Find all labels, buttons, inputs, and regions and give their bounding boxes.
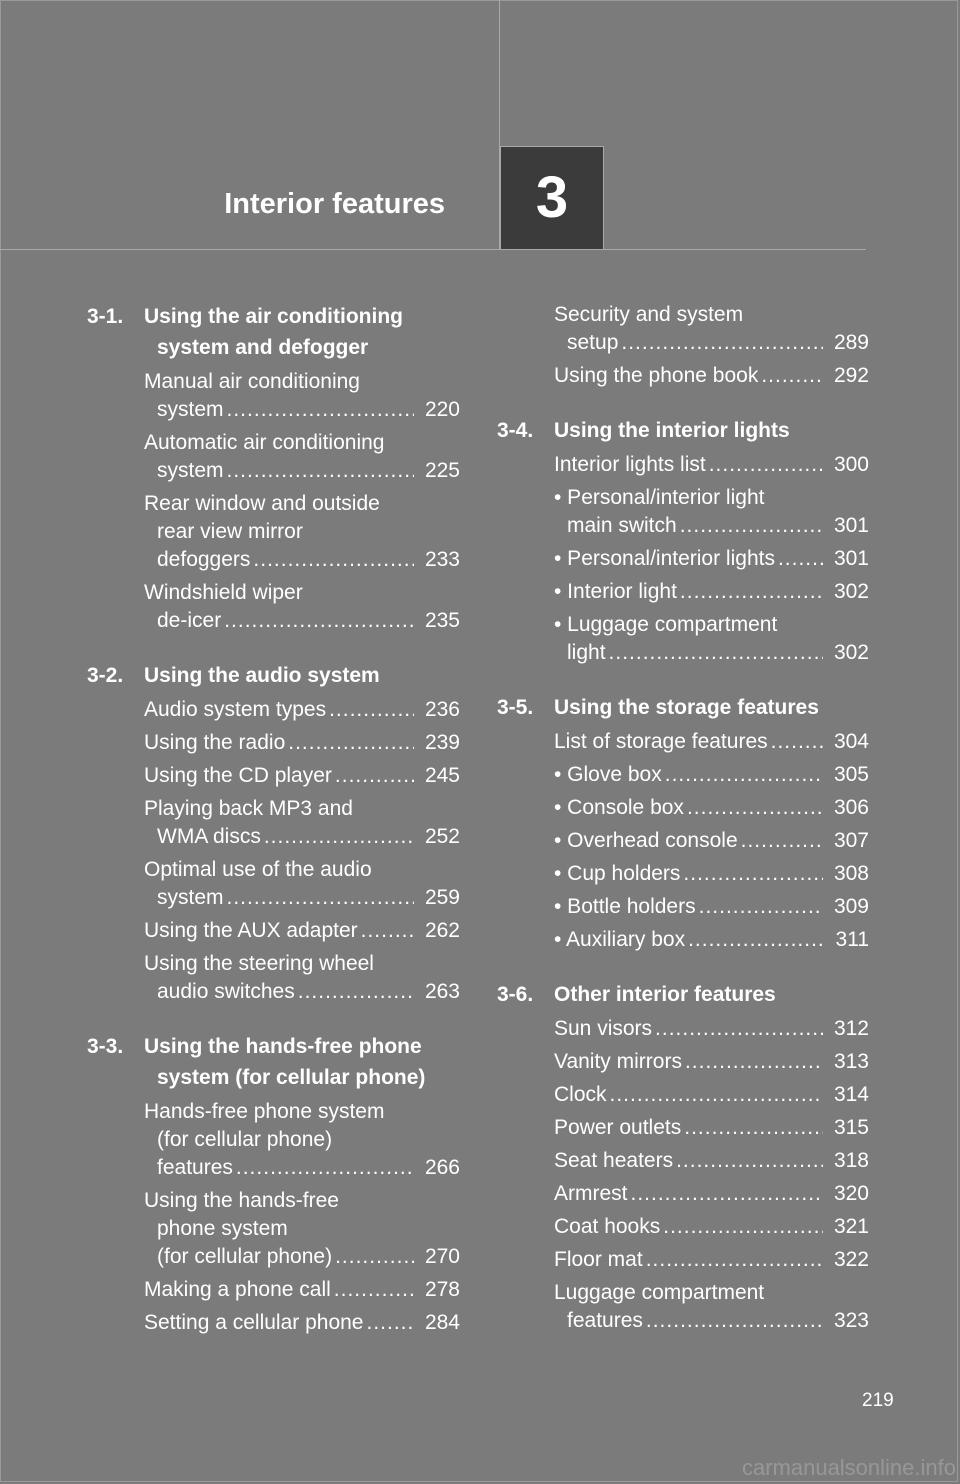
- chapter-title: Interior features: [224, 188, 445, 220]
- section-title-line: Using the storage features: [554, 696, 819, 719]
- entry-text-line: system: [157, 886, 224, 909]
- entry-final-line: [144, 729, 460, 757]
- dot-leader: [741, 827, 823, 855]
- section-title: [554, 692, 869, 723]
- toc-column-right: [497, 301, 869, 1360]
- entry-final-line: [144, 1154, 460, 1182]
- entry-page-number: 266: [424, 1156, 460, 1179]
- entry-page-number: 302: [833, 641, 869, 664]
- entry-text-line: (for cellular phone): [157, 1245, 333, 1268]
- toc-entry[interactable]: [144, 729, 460, 757]
- section-title: [144, 301, 460, 363]
- entry-text-line: Using the phone book: [554, 364, 759, 387]
- dot-leader: [227, 457, 414, 485]
- entry-text-line: system: [157, 459, 224, 482]
- dot-leader: [680, 578, 823, 606]
- toc-section: [497, 979, 869, 1335]
- entry-text-line: Automatic air conditioning: [144, 431, 385, 454]
- toc-entry[interactable]: [554, 1015, 869, 1043]
- entry-final-line: [554, 1180, 869, 1208]
- entry-text-line: • Console box: [554, 796, 684, 819]
- dot-leader: [684, 1114, 823, 1142]
- entry-text-line: Making a phone call: [144, 1278, 331, 1301]
- entry-text-line: Vanity mirrors: [554, 1050, 682, 1073]
- section-heading: [497, 979, 869, 1010]
- toc-entry[interactable]: [144, 368, 460, 424]
- dot-leader: [646, 1246, 823, 1274]
- toc-section: [87, 1031, 460, 1337]
- toc-entry[interactable]: [554, 484, 869, 540]
- toc-entries: [87, 696, 460, 1006]
- section-number: 3-2.: [87, 664, 124, 687]
- toc-entries: [87, 368, 460, 635]
- toc-entry[interactable]: [554, 1213, 869, 1241]
- toc-entry[interactable]: [144, 490, 460, 574]
- entry-text-line: features: [157, 1156, 233, 1179]
- toc-entry[interactable]: [554, 362, 869, 390]
- toc-entry[interactable]: [144, 579, 460, 635]
- entry-page-number: 312: [833, 1017, 869, 1040]
- entry-final-line: [554, 893, 869, 921]
- section-title-line: Using the interior lights: [554, 419, 790, 442]
- entry-final-line: [554, 639, 869, 667]
- entry-text-line: Manual air conditioning: [144, 370, 360, 393]
- entry-text-line: Setting a cellular phone: [144, 1311, 364, 1334]
- entry-final-line: [554, 794, 869, 822]
- dot-leader: [367, 1309, 415, 1337]
- entry-text-line: List of storage features: [554, 730, 768, 753]
- toc-entry[interactable]: [554, 1147, 869, 1175]
- dot-leader: [685, 1048, 823, 1076]
- entry-page-number: 323: [833, 1309, 869, 1332]
- toc-entry[interactable]: [554, 611, 869, 667]
- dot-leader: [665, 761, 823, 789]
- toc-entry[interactable]: [554, 1081, 869, 1109]
- entry-text-line: Clock: [554, 1083, 607, 1106]
- section-title: [554, 979, 869, 1010]
- entry-page-number: 252: [424, 825, 460, 848]
- toc-entries: [497, 301, 869, 390]
- toc-entry[interactable]: [554, 926, 869, 954]
- entry-final-line: [554, 1081, 869, 1109]
- toc-entry[interactable]: [144, 762, 460, 790]
- toc-entry[interactable]: [144, 429, 460, 485]
- entry-page-number: 220: [424, 398, 460, 421]
- entry-page-number: 270: [424, 1245, 460, 1268]
- toc-entry[interactable]: [554, 761, 869, 789]
- entry-final-line: [554, 545, 869, 573]
- entry-text-line: defoggers: [157, 548, 251, 571]
- entry-text-line: Hands-free phone system: [144, 1100, 385, 1123]
- dot-leader: [761, 362, 823, 390]
- entry-text-line: Audio system types: [144, 698, 327, 721]
- entry-page-number: 315: [833, 1116, 869, 1139]
- toc-entry[interactable]: [144, 1276, 460, 1304]
- dot-leader: [655, 1015, 823, 1043]
- dot-leader: [236, 1154, 414, 1182]
- entry-page-number: 318: [833, 1149, 869, 1172]
- entry-text-line: Using the CD player: [144, 764, 332, 787]
- entry-page-number: 235: [424, 609, 460, 632]
- section-number: 3-1.: [87, 305, 124, 328]
- toc-entry[interactable]: [554, 1048, 869, 1076]
- section-title-line: Using the audio system: [144, 664, 380, 687]
- section-heading: [497, 692, 869, 723]
- section-number: 3-4.: [497, 419, 534, 442]
- entry-text-line: WMA discs: [157, 825, 261, 848]
- toc-section: [497, 301, 869, 390]
- toc-section: [497, 692, 869, 954]
- section-title: [144, 660, 460, 691]
- entry-final-line: [144, 1309, 460, 1337]
- toc-entry[interactable]: [144, 1187, 460, 1271]
- toc-entry[interactable]: [554, 893, 869, 921]
- toc-entry[interactable]: [554, 1114, 869, 1142]
- toc-entry[interactable]: [554, 1180, 869, 1208]
- section-title-line: Using the hands-free phone: [144, 1035, 422, 1058]
- toc-entry[interactable]: [554, 794, 869, 822]
- entry-final-line: [554, 362, 869, 390]
- entry-page-number: 239: [424, 731, 460, 754]
- entry-text-line: features: [567, 1309, 643, 1332]
- toc-entry[interactable]: [144, 950, 460, 1006]
- entry-text-line: Using the radio: [144, 731, 286, 754]
- toc-entry[interactable]: [554, 451, 869, 479]
- toc-section: [87, 301, 460, 635]
- entry-final-line: [144, 546, 460, 574]
- entry-text-line: • Interior light: [554, 580, 677, 603]
- entry-text-line: Using the hands-free: [144, 1189, 339, 1212]
- section-title: [144, 1031, 460, 1093]
- entry-page-number: 314: [833, 1083, 869, 1106]
- dot-leader: [699, 893, 823, 921]
- toc-entries: [497, 728, 869, 954]
- section-heading: [87, 1031, 460, 1093]
- entry-final-line: [554, 1048, 869, 1076]
- entry-text-line: rear view mirror: [157, 520, 303, 543]
- dot-leader: [680, 512, 823, 540]
- entry-text-line: • Glove box: [554, 763, 662, 786]
- header-horizontal-rule: [0, 249, 866, 250]
- entry-text-line: Rear window and outside: [144, 492, 380, 515]
- dot-leader: [687, 794, 823, 822]
- toc-entry[interactable]: [554, 728, 869, 756]
- section-title-line: system and defogger: [157, 336, 369, 359]
- toc-entry[interactable]: [554, 860, 869, 888]
- dot-leader: [609, 639, 823, 667]
- entry-page-number: 302: [833, 580, 869, 603]
- section-title: [554, 415, 869, 446]
- toc-section: [497, 415, 869, 667]
- entry-text-line: Security and system: [554, 303, 744, 326]
- entry-page-number: 263: [424, 980, 460, 1003]
- entry-text-line: Optimal use of the audio: [144, 858, 372, 881]
- dot-leader: [227, 396, 414, 424]
- entry-text-line: de-icer: [157, 609, 222, 632]
- dot-leader: [621, 329, 823, 357]
- entry-final-line: [144, 396, 460, 424]
- dot-leader: [631, 1180, 824, 1208]
- dot-leader: [688, 926, 823, 954]
- toc-entries: [497, 451, 869, 667]
- dot-leader: [298, 978, 414, 1006]
- entry-page-number: 289: [833, 331, 869, 354]
- entry-text-line: phone system: [157, 1217, 288, 1240]
- dot-leader: [224, 607, 414, 635]
- entry-text-line: Windshield wiper: [144, 581, 303, 604]
- dot-leader: [264, 823, 414, 851]
- entry-final-line: [554, 329, 869, 357]
- entry-page-number: 292: [833, 364, 869, 387]
- dot-leader: [663, 1213, 823, 1241]
- entry-final-line: [144, 1243, 460, 1271]
- toc-entry[interactable]: [144, 856, 460, 912]
- section-heading: [497, 415, 869, 446]
- entry-final-line: [554, 926, 869, 954]
- entry-text-line: Interior lights list: [554, 453, 706, 476]
- dot-leader: [334, 1276, 414, 1304]
- dot-leader: [288, 729, 414, 757]
- toc-entries: [87, 1098, 460, 1337]
- entry-page-number: 225: [424, 459, 460, 482]
- dot-leader: [329, 696, 414, 724]
- dot-leader: [709, 451, 823, 479]
- entry-final-line: [554, 1246, 869, 1274]
- entry-page-number: 259: [424, 886, 460, 909]
- entry-page-number: 233: [424, 548, 460, 571]
- entry-page-number: 304: [833, 730, 869, 753]
- entry-final-line: [144, 884, 460, 912]
- entry-page-number: 262: [424, 919, 460, 942]
- entry-text-line: Coat hooks: [554, 1215, 661, 1238]
- entry-page-number: 305: [833, 763, 869, 786]
- entry-text-line: • Overhead console: [554, 829, 738, 852]
- section-heading: [87, 660, 460, 691]
- toc-entry[interactable]: [144, 696, 460, 724]
- section-title-line: system (for cellular phone): [157, 1066, 426, 1089]
- entry-final-line: [554, 860, 869, 888]
- entry-final-line: [144, 1276, 460, 1304]
- dot-leader: [676, 1147, 823, 1175]
- entry-page-number: 284: [424, 1311, 460, 1334]
- toc-entry[interactable]: [144, 1098, 460, 1182]
- entry-page-number: 313: [833, 1050, 869, 1073]
- entry-text-line: Sun visors: [554, 1017, 653, 1040]
- entry-page-number: 245: [424, 764, 460, 787]
- entry-text-line: light: [567, 641, 606, 664]
- entry-page-number: 309: [833, 895, 869, 918]
- entry-page-number: 300: [833, 453, 869, 476]
- entry-page-number: 311: [835, 928, 869, 951]
- section-number: 3-6.: [497, 983, 534, 1006]
- page-number: 219: [862, 1390, 894, 1411]
- entry-text-line: Using the steering wheel: [144, 952, 374, 975]
- toc-entry[interactable]: [554, 301, 869, 357]
- entry-final-line: [554, 761, 869, 789]
- toc-entry[interactable]: [144, 1309, 460, 1337]
- entry-final-line: [554, 1307, 869, 1335]
- toc-column-left: [87, 301, 460, 1362]
- entry-text-line: Playing back MP3 and: [144, 797, 353, 820]
- dot-leader: [771, 728, 823, 756]
- toc-entry[interactable]: [144, 917, 460, 945]
- entry-page-number: 236: [424, 698, 460, 721]
- entry-text-line: • Personal/interior light: [554, 486, 765, 509]
- dot-leader: [361, 917, 414, 945]
- entry-final-line: [554, 1015, 869, 1043]
- entry-final-line: [554, 1114, 869, 1142]
- entry-final-line: [144, 696, 460, 724]
- entry-text-line: Floor mat: [554, 1248, 643, 1271]
- entry-text-line: setup: [567, 331, 619, 354]
- entry-final-line: [554, 451, 869, 479]
- entry-text-line: • Luggage compartment: [554, 613, 778, 636]
- entry-final-line: [144, 607, 460, 635]
- entry-text-line: • Personal/interior lights: [554, 547, 775, 570]
- entry-text-line: • Cup holders: [554, 862, 681, 885]
- dot-leader: [646, 1307, 823, 1335]
- dot-leader: [683, 860, 823, 888]
- entry-text-line: • Bottle holders: [554, 895, 696, 918]
- entry-page-number: 278: [424, 1278, 460, 1301]
- entry-final-line: [554, 1213, 869, 1241]
- entry-final-line: [554, 827, 869, 855]
- section-title-line: Other interior features: [554, 983, 776, 1006]
- entry-page-number: 306: [833, 796, 869, 819]
- entry-final-line: [554, 1147, 869, 1175]
- entry-page-number: 321: [833, 1215, 869, 1238]
- entry-page-number: 322: [833, 1248, 869, 1271]
- section-title-line: Using the air conditioning: [144, 305, 403, 328]
- entry-final-line: [554, 512, 869, 540]
- entry-text-line: (for cellular phone): [157, 1128, 333, 1151]
- dot-leader: [610, 1081, 823, 1109]
- entry-text-line: audio switches: [157, 980, 295, 1003]
- entry-page-number: 308: [833, 862, 869, 885]
- dot-leader: [227, 884, 414, 912]
- entry-text-line: system: [157, 398, 224, 421]
- toc-entry[interactable]: [554, 545, 869, 573]
- entry-page-number: 301: [833, 514, 869, 537]
- section-number: 3-3.: [87, 1035, 124, 1058]
- dot-leader: [335, 762, 414, 790]
- entry-text-line: Luggage compartment: [554, 1281, 765, 1304]
- entry-text-line: Seat heaters: [554, 1149, 674, 1172]
- entry-final-line: [144, 762, 460, 790]
- entry-final-line: [554, 728, 869, 756]
- toc-entry[interactable]: [554, 578, 869, 606]
- entry-text-line: main switch: [567, 514, 677, 537]
- toc-entries: [497, 1015, 869, 1335]
- toc-section: [87, 660, 460, 1006]
- watermark: carmanualsonline.info: [741, 1455, 956, 1480]
- chapter-number-box: 3: [500, 146, 604, 250]
- entry-final-line: [144, 978, 460, 1006]
- toc-entry[interactable]: [554, 1246, 869, 1274]
- entry-final-line: [554, 578, 869, 606]
- toc-entry[interactable]: [554, 827, 869, 855]
- section-heading: [87, 301, 460, 363]
- entry-final-line: [144, 457, 460, 485]
- entry-text-line: Using the AUX adapter: [144, 919, 358, 942]
- dot-leader: [778, 545, 823, 573]
- section-number: 3-5.: [497, 696, 534, 719]
- toc-entry[interactable]: [144, 795, 460, 851]
- entry-text-line: Armrest: [554, 1182, 628, 1205]
- dot-leader: [335, 1243, 414, 1271]
- entry-final-line: [144, 917, 460, 945]
- toc-entry[interactable]: [554, 1279, 869, 1335]
- dot-leader: [253, 546, 414, 574]
- entry-page-number: 320: [833, 1182, 869, 1205]
- entry-page-number: 307: [833, 829, 869, 852]
- entry-page-number: 301: [833, 547, 869, 570]
- entry-text-line: Power outlets: [554, 1116, 682, 1139]
- entry-final-line: [144, 823, 460, 851]
- entry-text-line: • Auxiliary box: [554, 928, 686, 951]
